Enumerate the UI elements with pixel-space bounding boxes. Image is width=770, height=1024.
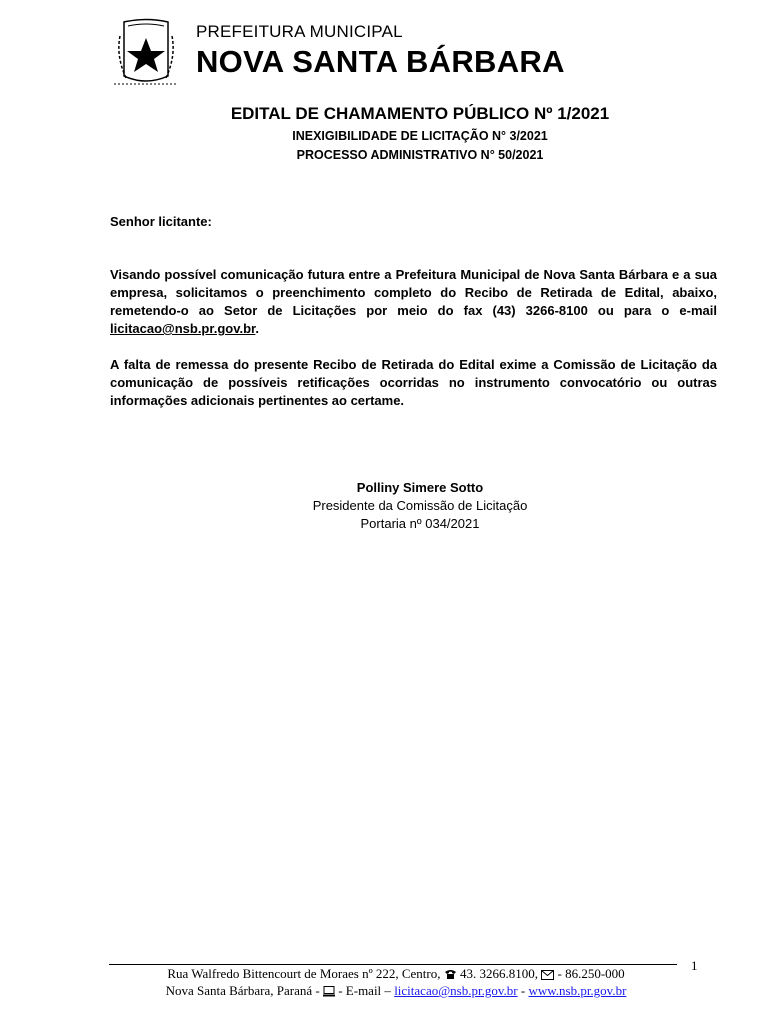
footer-phone: 43. 3266.8100, (456, 966, 542, 981)
footer-email-label: - E-mail – (334, 983, 395, 998)
signatory-ordinance: Portaria nº 034/2021 (360, 516, 480, 531)
paragraph-communication-end: . (255, 321, 259, 336)
computer-icon (323, 986, 335, 997)
signature-block (0, 479, 770, 533)
salutation: Senhor licitante: (110, 214, 212, 229)
envelope-icon (541, 970, 554, 980)
page-number: 1 (691, 958, 698, 973)
footer-address-line (0, 966, 770, 982)
footer-address: Rua Walfredo Bittencourt de Moraes nº 222, Centro, (167, 966, 444, 981)
paragraph-communication-text: Visando possível comunicação futura entre a Prefeitura Municipal de Nova Santa Bárbara e a sua empresa, solicitamos o preenchimento completo do Recibo de Retirada de Edital, abaixo, remetendo-o ao Setor de Licitações por meio do fax (43) 3266-8100 ou para o e-mail (110, 267, 717, 318)
footer-divider (109, 964, 677, 965)
footer-location: Nova Santa Bárbara, Paraná - (165, 983, 323, 998)
footer-contact-line (0, 983, 770, 999)
footer-separator: - (517, 983, 529, 998)
document-title: EDITAL DE CHAMAMENTO PÚBLICO Nº 1/2021 (230, 104, 610, 123)
signatory-role: Presidente da Comissão de Licitação (312, 498, 528, 513)
signatory-name: Polliny Simere Sotto (356, 480, 484, 495)
document-title-block (0, 104, 770, 162)
footer-postal-code: - 86.250-000 (554, 966, 625, 981)
phone-icon (444, 969, 457, 980)
document-subtitle-processo: PROCESSO ADMINISTRATIVO N° 50/2021 (296, 148, 544, 162)
header-city-name: NOVA SANTA BÁRBARA (196, 44, 565, 79)
paragraph-notice: A falta de remessa do presente Recibo de Retirada do Edital exime a Comissão de Licitação da comunicação de possíveis retificações ocorridas no instrumento convocatório ou outras informações adicionais pertinentes ao certame. (110, 357, 717, 408)
document-subtitle-inexigibilidade: INEXIGIBILIDADE DE LICITAÇÃO N° 3/2021 (292, 129, 548, 143)
paragraph-communication (110, 266, 717, 338)
footer-email-link[interactable]: licitacao@nsb.pr.gov.br (394, 983, 518, 998)
header-municipality-label: PREFEITURA MUNICIPAL (196, 22, 403, 41)
footer-website-link[interactable]: www.nsb.pr.gov.br (528, 983, 627, 998)
municipal-crest-icon (110, 16, 182, 88)
email-link[interactable]: licitacao@nsb.pr.gov.br (110, 321, 256, 336)
